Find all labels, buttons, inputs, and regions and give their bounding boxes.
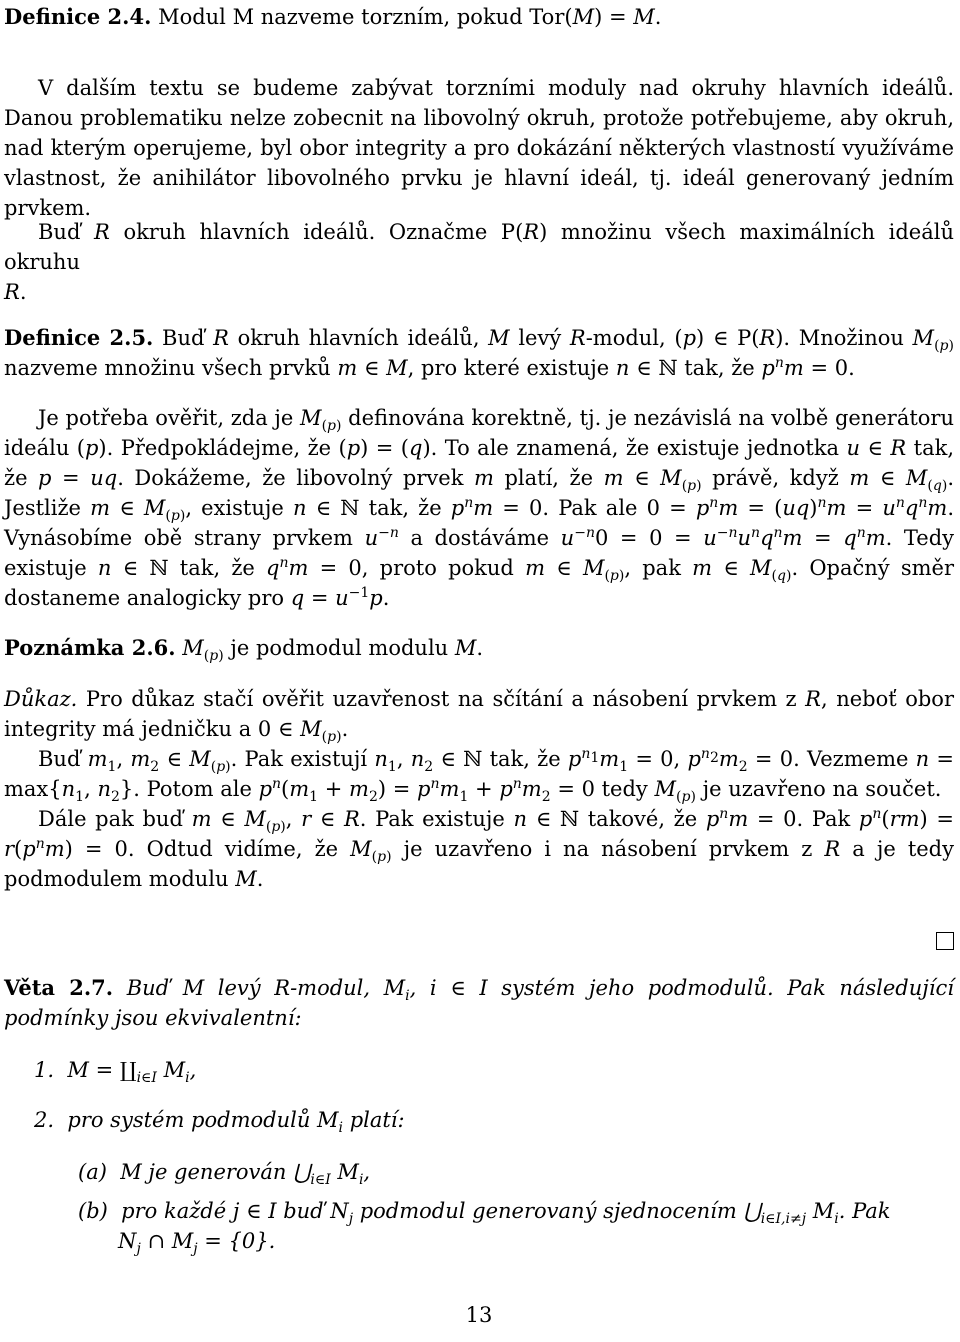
remark-2-6: Poznámka 2.6. $M_{(p)}$ je podmodul modulu M. xyxy=(4,635,484,665)
notation-paragraph: Buď R okruh hlavních ideálů. Označme P(R) množinu všech maximálních ideálů okruhu R. xyxy=(4,220,954,304)
proof-label: Důkaz. xyxy=(4,687,78,711)
definition-2-5: Definice 2.5. Buď R okruh hlavních ideálů, M levý R-modul, (p) ∈ P(R). Množinou $M_{(p)}$ nazveme množinu všech prvků m ∈ M, pro které existuje n ∈ ℕ tak, že $p^nm = 0$. xyxy=(4,325,954,380)
definition-label: Definice 2.4. xyxy=(4,4,152,29)
intro-paragraph: V dalším textu se budeme zabývat torzními moduly nad okruhy hlavních ideálů. Danou problematiku nelze zobecnit na libovolný okruh, protože potřebujeme, aby okruh, nad kterým operujeme, byl obor integrity a pro dokázání některých vlastností využíváme vlastnost, že anihilátor libovolného prvku je hlavní ideál, tj. ideál generovaný jedním prvkem. xyxy=(4,76,954,220)
well-defined-paragraph: Je potřeba ověřit, zda je $M_{(p)}$ definována korektně, tj. je nezávislá na volbě generátoru ideálu (p). Předpokládejme, že (p) = (q). To ale znamená, že existuje jednotka u ∈ R tak, že p = uq. Dokážeme, že libovolný prvek m platí, že m ∈ $M_{(p)}$ právě, když m ∈ $M_{(q)}$. Jestliže m ∈ $M_{(p)}$, existuje n ∈ ℕ tak, že $p^nm = 0$. Pak ale $0 = p^nm = (uq)^nm = u^nq^nm$. Vynásobíme obě strany prvkem $u^{-n}$ a dostáváme $u^{-n}0 = 0 = u^{-n}u^nq^nm = q^nm$. Tedy existuje n ∈ ℕ tak, že $q^nm = 0$, proto pokud m ∈ $M_{(p)}$, pak m ∈ $M_{(q)}$. Opačný směr dostaneme analogicky pro $q = u^{-1}p$. xyxy=(4,406,955,610)
theorem-item-1: 1. $M = ∐_{i\in I}$ $M_i$, xyxy=(34,1058,197,1087)
theorem-item-2b: (b) pro každé j ∈ I buď $N_j$ podmodul generovaný sjednocením $⋃_{i\in I,i\ne j}$ $M_i$. Pak $N_j$ ∩ $M_j = \{0\}$. xyxy=(78,1199,891,1258)
page-number: 13 xyxy=(465,1303,493,1327)
definition-label: Definice 2.5. xyxy=(4,325,154,350)
qed-square-icon xyxy=(936,932,954,950)
definition-2-4: Definice 2.4. Modul M nazveme torzním, pokud Tor(M) = M. xyxy=(4,4,662,29)
theorem-2-7: Věta 2.7. Buď M levý R-modul, $M_i$, i ∈ I systém jeho podmodulů. Pak následující podmínky jsou ekvivalentní: xyxy=(4,975,954,1030)
remark-label: Poznámka 2.6. xyxy=(4,635,176,660)
theorem-item-2: 2. pro systém podmodulů $M_i$ platí: xyxy=(34,1108,405,1137)
proof: Důkaz. Pro důkaz stačí ověřit uzavřenost na sčítání a násobení prvkem z R, neboť obor integrity má jedničku a 0 ∈ $M_{(p)}$. Buď $m_1$, $m_2$ ∈ $M_{(p)}$. Pak existují $n_1$, $n_2$ ∈ ℕ tak, že $p^{n_1}m_1 = 0$, $p^{n_2}m_2 = 0$. Vezmeme $n = \max\{n_1$, $n_2$}. Potom ale $p^n(m_1 + m_2) = p^nm_1 + p^nm_2 = 0$ tedy $M_{(p)}$ je uzavřeno na součet. Dále pak buď m ∈ $M_{(p)}$, r ∈ R. Pak existuje n ∈ ℕ takové, že $p^nm = 0$. Pak $p^n(rm) = r(p^nm) = 0$. Odtud vidíme, že $M_{(p)}$ je uzavřeno i na násobení prvkem z R a je tedy podmodulem modulu M. xyxy=(4,687,954,891)
theorem-label: Věta 2.7. xyxy=(4,975,114,1000)
theorem-item-2a: (a) M je generován $⋃_{i\in I}$ $M_i$, xyxy=(78,1160,371,1189)
